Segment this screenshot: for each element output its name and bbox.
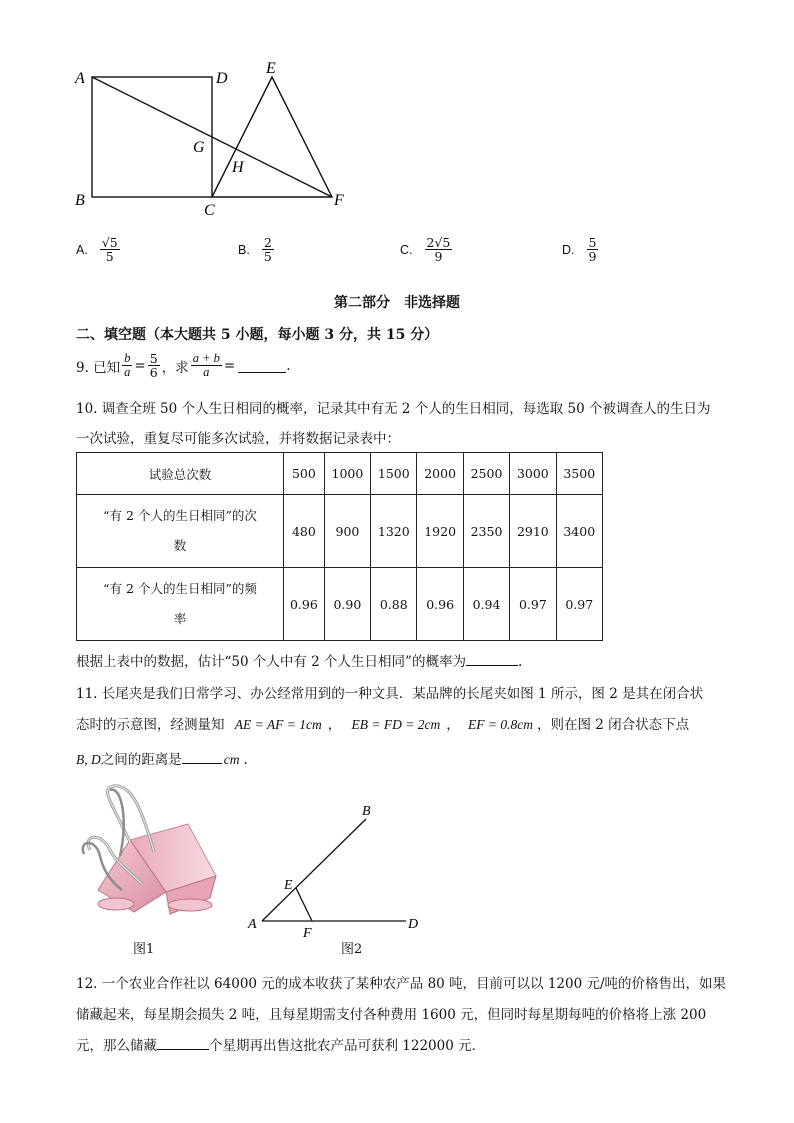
table-header-cell: 3000 (510, 453, 556, 495)
table-cell: 480 (284, 495, 325, 568)
point-label-d: D (216, 70, 228, 87)
table-row-header (77, 453, 603, 495)
q12-line-1: 12. 一个农业合作社以 64000 元的成本收获了某种农产品 80 吨，目前可以以 1200 元/吨的价格售出，如果 (76, 976, 727, 992)
q12-line-3 (76, 1034, 485, 1054)
option-c-denominator: 9 (434, 249, 443, 265)
geometry-figure-top (70, 55, 360, 220)
table-row-count (77, 495, 603, 568)
point-label-b: B (75, 192, 85, 209)
q9-frac2-num: 5 (149, 351, 158, 366)
q11-line-1: 11. 长尾夹是我们日常学习、办公经常用到的一种文具．某品牌的长尾夹如图 1 所示，图 2 是其在闭合状 (76, 686, 704, 702)
q10-after-text: 根据上表中的数据，估计“50 个人中有 2 个人生日相同”的概率为 (76, 654, 466, 670)
table-cell: 1320 (371, 495, 417, 568)
q12-line3-b: 个星期再出售这批农产品可获利 122000 元． (209, 1038, 486, 1054)
table-row-label (77, 568, 284, 641)
segment-ef (296, 888, 312, 921)
table-cell: 900 (324, 495, 370, 568)
q12-line3-a: 元，那么储藏 (76, 1038, 157, 1054)
q11-line-2: 态时的示意图，经测量知 AE = AF = 1cm ， EB = FD = 2cm ， EF = 0.8cm ，则在图 2 闭合状态下点 (76, 717, 690, 733)
point-label-c: C (204, 202, 215, 219)
table-cell: 2350 (463, 495, 509, 568)
q11-end: . (243, 752, 248, 768)
q10-conclusion (76, 650, 522, 670)
fig2-label-d: D (408, 917, 419, 932)
q9-mid: ，求 (161, 359, 189, 376)
option-a[interactable] (76, 236, 122, 263)
table-header-cell: 500 (284, 453, 325, 495)
q11-unit: cm (223, 752, 240, 767)
q9-frac3-den: a (203, 365, 210, 380)
option-b[interactable] (238, 236, 276, 263)
q10-line-1: 10. 调查全班 50 个人生日相同的概率，记录其中有无 2 个人的生日相同，每选取 50 个被调查人的生日为 (76, 401, 711, 417)
q10-answer-blank[interactable] (466, 653, 518, 666)
table-header-cell: 2000 (417, 453, 463, 495)
binder-clip-illustration (70, 780, 230, 935)
option-c[interactable] (400, 236, 454, 263)
q10-after-end: . (517, 654, 523, 670)
fig2-label-e: E (284, 878, 293, 893)
q9-prefix: 9. 已知 (76, 359, 121, 376)
q12-line-2: 储藏起来，每星期会损失 2 吨，且每星期需支付各种费用 1600 元，但同时每星期每吨的价格将上涨 200 (76, 1007, 707, 1023)
point-label-a: A (75, 70, 85, 87)
option-a-label: A. (76, 242, 88, 257)
q11-ef: EF = 0.8cm (468, 717, 534, 732)
q11-line3-b: 之间的距离是 (100, 752, 182, 768)
table-cell: 0.97 (510, 568, 556, 641)
q9-frac2-den: 6 (149, 365, 158, 381)
q12-answer-blank[interactable] (157, 1037, 209, 1050)
option-b-denominator: 5 (263, 249, 272, 265)
fig2-label-b: B (362, 804, 371, 819)
q9-frac1-num: b (124, 351, 131, 365)
q11-line2-b: ，则在图 2 闭合状态下点 (537, 717, 690, 733)
table-header-cell: 2500 (463, 453, 509, 495)
row1-label-b: 数 (173, 538, 187, 553)
table-cell: 0.88 (371, 568, 417, 641)
table-cell: 1920 (417, 495, 463, 568)
triangle-ecf (212, 77, 332, 197)
table-cell: 0.94 (463, 568, 509, 641)
table-cell: 0.97 (556, 568, 602, 641)
square-abcd (92, 77, 212, 197)
option-b-label: B. (238, 242, 250, 257)
option-c-label: C. (400, 242, 413, 257)
table-cell: 0.96 (284, 568, 325, 641)
q11-line2-a: 态时的示意图，经测量知 (76, 717, 225, 733)
point-label-h: H (232, 159, 244, 176)
question-9 (76, 352, 290, 379)
option-d-label: D. (562, 242, 575, 257)
table-cell: 0.90 (324, 568, 370, 641)
q9-end: . (286, 357, 291, 374)
q9-frac1-den: a (124, 365, 131, 380)
row2-label-a: “有 2 个人的生日相同”的频 (103, 581, 257, 596)
q9-frac3-num: a + b (192, 351, 220, 365)
point-label-e: E (266, 60, 276, 77)
option-d-numerator: 5 (588, 235, 597, 250)
figure-1-caption: 图1 (133, 942, 155, 957)
row1-label-a: “有 2 个人的生日相同”的次 (103, 508, 257, 523)
table-cell: 0.96 (417, 568, 463, 641)
option-d-denominator: 9 (588, 249, 597, 265)
fig2-label-f: F (303, 926, 312, 941)
option-a-numerator: √5 (101, 235, 118, 250)
q10-data-table (76, 452, 603, 641)
table-row-frequency (77, 568, 603, 641)
row2-label-b: 率 (173, 611, 187, 626)
q9-answer-blank[interactable] (238, 358, 286, 373)
option-b-numerator: 2 (263, 235, 272, 250)
q10-line-2: 一次试验，重复尽可能多次试验，并将数据记录表中： (76, 431, 400, 447)
q11-answer-blank[interactable] (182, 751, 222, 764)
q9-eq2: = (223, 357, 236, 374)
q11-ae: AE = AF = 1cm (234, 717, 322, 732)
option-c-numerator: 2√5 (426, 235, 451, 250)
segment-ab (262, 819, 366, 921)
q11-bd: B, D (76, 752, 101, 767)
part2-title: 第二部分 非选择题 (334, 295, 460, 311)
table-cell: 3400 (556, 495, 602, 568)
table-header-cell: 3500 (556, 453, 602, 495)
table-header-cell: 1000 (324, 453, 370, 495)
point-label-f: F (334, 192, 344, 209)
option-a-denominator: 5 (105, 249, 114, 265)
figure-2-caption: 图2 (341, 942, 363, 957)
clip-schematic-figure-2 (240, 795, 430, 945)
table-cell: 2910 (510, 495, 556, 568)
section2-title: 二、填空题（本大题共 5 小题，每小题 3 分，共 15 分） (76, 327, 439, 343)
table-row-label (77, 495, 284, 568)
q11-line-3 (76, 748, 248, 768)
q9-eq: = (134, 357, 146, 374)
table-header-cell: 试验总次数 (77, 453, 284, 495)
fig2-label-a: A (248, 917, 257, 932)
q11-eb: EB = FD = 2cm (351, 717, 441, 732)
point-label-g: G (193, 139, 205, 156)
table-header-cell: 1500 (371, 453, 417, 495)
option-d[interactable] (562, 236, 600, 263)
